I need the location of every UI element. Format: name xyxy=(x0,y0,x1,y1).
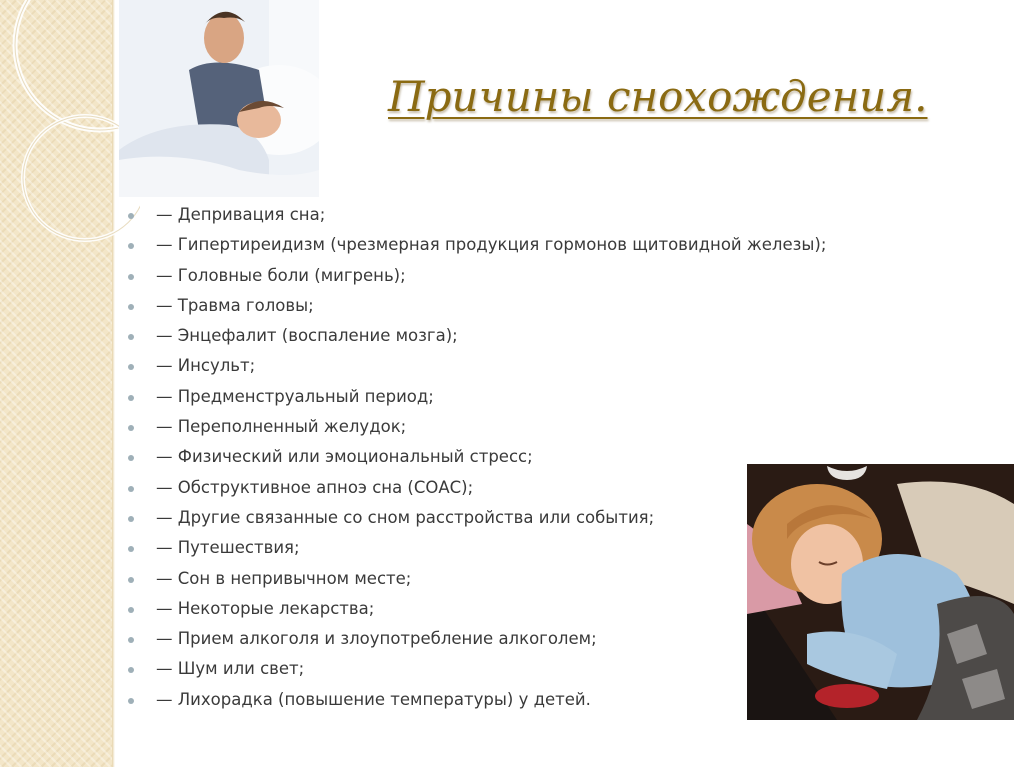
list-item xyxy=(128,321,928,351)
bullet-dot-icon xyxy=(128,455,134,461)
list-item xyxy=(128,261,928,291)
list-item-text: — Некоторые лекарства; xyxy=(156,598,375,618)
list-item xyxy=(128,291,928,321)
slide-title: Причины снохождения. xyxy=(388,72,928,121)
list-item xyxy=(128,200,928,230)
list-item-text: — Другие связанные со сном расстройства или события; xyxy=(156,507,655,527)
bullet-dot-icon xyxy=(128,698,134,704)
list-item xyxy=(128,412,928,442)
couple-in-bed-photo xyxy=(119,0,319,197)
list-item-text: — Прием алкоголя и злоупотребление алкоголем; xyxy=(156,629,597,649)
bullet-dot-icon xyxy=(128,243,134,249)
list-item xyxy=(128,382,928,412)
bullet-dot-icon xyxy=(128,425,134,431)
bullet-dot-icon xyxy=(128,637,134,643)
bullet-dot-icon xyxy=(128,213,134,219)
bullet-dot-icon xyxy=(128,274,134,280)
list-item-text: — Гипертиреидизм (чрезмерная продукция гормонов щитовидной железы); xyxy=(156,235,827,255)
list-item xyxy=(128,230,928,260)
bullet-dot-icon xyxy=(128,486,134,492)
list-item-text: — Травма головы; xyxy=(156,295,314,315)
list-item-text: — Предменструальный период; xyxy=(156,386,434,406)
list-item xyxy=(128,351,928,381)
list-item-text: — Путешествия; xyxy=(156,538,300,558)
bullet-dot-icon xyxy=(128,607,134,613)
bullet-dot-icon xyxy=(128,516,134,522)
bullet-dot-icon xyxy=(128,395,134,401)
bullet-dot-icon xyxy=(128,667,134,673)
list-item-text: — Депривация сна; xyxy=(156,205,326,224)
bullet-dot-icon xyxy=(128,546,134,552)
list-item-text: — Шум или свет; xyxy=(156,659,305,679)
list-item-text: — Энцефалит (воспаление мозга); xyxy=(156,326,458,346)
bullet-dot-icon xyxy=(128,364,134,370)
sleeping-child-photo xyxy=(747,464,1014,720)
list-item-text: — Инсульт; xyxy=(156,356,256,376)
bullet-dot-icon xyxy=(128,334,134,340)
bullet-dot-icon xyxy=(128,577,134,583)
bullet-dot-icon xyxy=(128,304,134,310)
list-item-text: — Головные боли (мигрень); xyxy=(156,265,406,285)
list-item-text: — Обструктивное апноэ сна (СОАС); xyxy=(156,477,474,497)
list-item-text: — Переполненный желудок; xyxy=(156,417,407,437)
list-item-text: — Физический или эмоциональный стресс; xyxy=(156,447,533,467)
list-item-text: — Лихорадка (повышение температуры) у детей. xyxy=(156,689,591,709)
list-item-text: — Сон в непривычном месте; xyxy=(156,568,412,588)
